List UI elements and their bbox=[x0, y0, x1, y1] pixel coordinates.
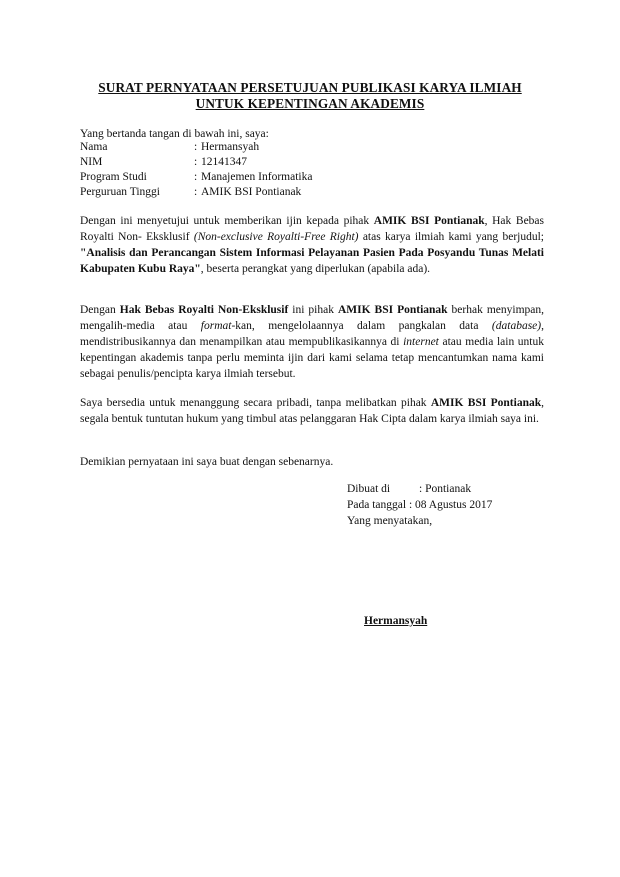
liability-paragraph bbox=[80, 395, 544, 427]
italic-term: (Non-exclusive Royalti-Free Right) bbox=[193, 231, 359, 243]
identity-label: Perguruan Tinggi bbox=[80, 186, 160, 198]
institution-name: AMIK BSI Pontianak bbox=[373, 215, 485, 227]
document-title-line2: UNTUK KEPENTINGAN AKADEMIS bbox=[195, 96, 425, 111]
place-value: : Pontianak bbox=[419, 483, 472, 495]
identity-label: Nama bbox=[80, 141, 108, 153]
identity-value: 12141347 bbox=[201, 156, 247, 168]
text-run: atau media lain untuk kepentingan akademis tanpa perlu meminta ijin dari kami selama tetap mencantumkan nama kami sebagai penulis/pencipta karya ilmiah tersebut. bbox=[80, 336, 544, 380]
text-run: , beserta perangkat yang diperlukan (apabila ada). bbox=[200, 263, 431, 275]
identity-value: AMIK BSI Pontianak bbox=[201, 186, 302, 198]
text-run: -kan, mengelolaannya dalam pangkalan data bbox=[231, 320, 492, 332]
identity-label: NIM bbox=[80, 156, 103, 168]
closing-paragraph: Demikian pernyataan ini saya buat dengan sebenarnya. bbox=[80, 456, 334, 468]
signature-closing: Yang menyatakan, bbox=[347, 515, 433, 527]
text-run: Dengan bbox=[80, 304, 120, 316]
text-run: ini pihak bbox=[288, 304, 338, 316]
identity-separator: : bbox=[194, 171, 198, 183]
institution-name: AMIK BSI Pontianak bbox=[430, 397, 542, 409]
identity-separator: : bbox=[194, 156, 198, 168]
identity-value: Hermansyah bbox=[201, 141, 260, 153]
document-title-line1: SURAT PERNYATAAN PERSETUJUAN PUBLIKASI KARYA ILMIAH bbox=[98, 80, 522, 95]
place-label: Dibuat di bbox=[347, 483, 391, 495]
signature-place bbox=[347, 481, 472, 497]
text-run: berhak menyimpan, mengalih-media atau bbox=[80, 304, 544, 332]
italic-term: (database) bbox=[491, 320, 542, 332]
text-run: Dengan ini menyetujui untuk memberikan ijin kepada pihak bbox=[80, 215, 374, 227]
text-run: , mendistribusikannya dan menampilkan atau mempublikasikannya di bbox=[80, 320, 544, 348]
text-run: , Hak Bebas Royalti Non- Eksklusif bbox=[80, 215, 545, 243]
identity-separator: : bbox=[194, 141, 198, 153]
right-term: Hak Bebas Royalti Non-Eksklusif bbox=[119, 304, 289, 316]
signer-name: Hermansyah bbox=[364, 615, 428, 627]
identity-separator: : bbox=[194, 186, 198, 198]
consent-paragraph bbox=[80, 213, 544, 277]
italic-term: format bbox=[200, 320, 232, 332]
italic-term: internet bbox=[403, 336, 439, 348]
signature-date: Pada tanggal : 08 Agustus 2017 bbox=[347, 499, 493, 511]
institution-name: AMIK BSI Pontianak bbox=[337, 304, 448, 316]
thesis-title: "Analisis dan Perancangan Sistem Informasi Pelayanan Pasien Pada Posyandu Tunas Melati Kabupaten Kubu Raya" bbox=[80, 247, 544, 275]
identity-label: Program Studi bbox=[80, 171, 147, 183]
text-run: atas karya ilmiah kami yang berjudul; bbox=[358, 231, 545, 243]
intro-text: Yang bertanda tangan di bawah ini, saya: bbox=[80, 128, 269, 140]
text-run: Saya bersedia untuk menanggung secara pribadi, tanpa melibatkan pihak bbox=[80, 397, 431, 409]
text-run: , segala bentuk tuntutan hukum yang timbul atas pelanggaran Hak Cipta dalam karya ilmiah saya ini. bbox=[80, 397, 544, 425]
identity-value: Manajemen Informatika bbox=[201, 171, 313, 183]
rights-paragraph bbox=[80, 302, 544, 382]
